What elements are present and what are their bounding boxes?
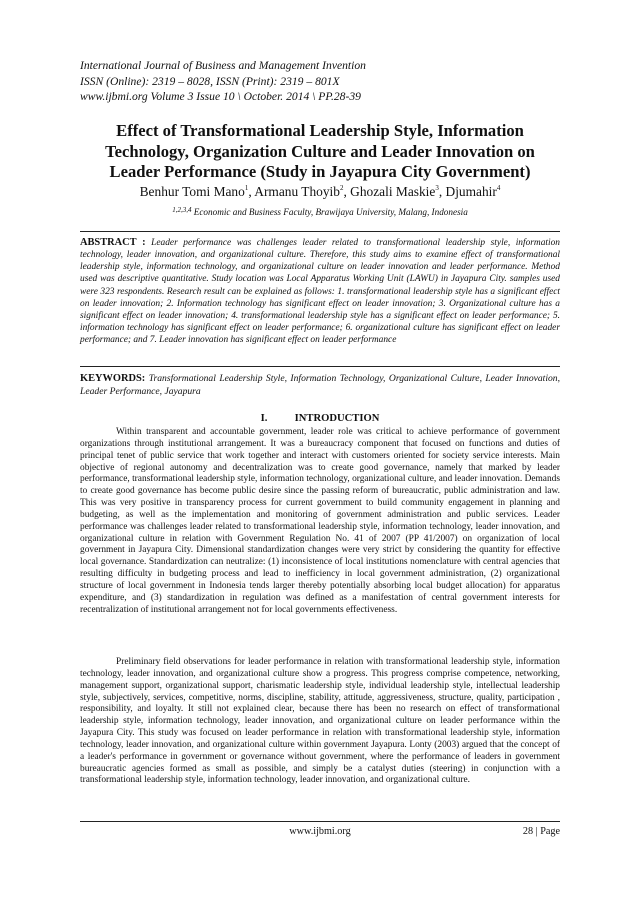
affiliation (80, 206, 560, 218)
author-affiliation-mark: 3 (435, 184, 439, 192)
keywords-label: KEYWORDS: (80, 373, 146, 384)
paragraph-text: Within transparent and accountable government, leader role was critical to achieve performance of government organizations through institutional arrangement. It was a bureaucracy component that focused on functions and duties of principal tenet of public service that work together and interact with customers oriented for society service interests. Main objective of regional autonomy and decentralization was to create good governance, namely that marked by leader performance, transformational leadership style, information technology, organizational culture, and leader innovation. Demands to create good governance has become public desire since the passing reform of bureaucratic, public administration and law. This was very positive in transparency process for current government to build community engagement in planning and budgeting, as well as the implementation and monitoring of government administration and public services. Leader performance was challenges leader related to transformational leadership style, information technology, leader innovation, and organizational culture in relation with Government Regulation No. 41 of 2007 (PP 41/2007) on organization of local government in Jayapura City. Dimensional standardization changes were very strict by considering the quantity for effective local governance. Standardization can neutralize: (1) inconsistence of local institutions nomenclature with central agencies that resulting difficulty in budgeting process and lead to inefficiency in local government administration, (2) organizational structure of local government in Indonesia tends larger thereby potentially absorbing local budget allocation) for apparatus expenditure, and (3) standardization in regulation was defined as a manifestation of central government interests for recentralization of institutional arrangement not for local governments effectiveness. (80, 427, 560, 615)
journal-header (80, 58, 560, 105)
abstract-label: ABSTRACT : (80, 237, 146, 248)
author-name: Armanu Thoyib (254, 184, 340, 199)
abstract-top-rule (80, 231, 560, 232)
author-list (80, 184, 560, 200)
abstract (80, 237, 560, 346)
affiliation-mark: 1,2,3,4 (172, 206, 192, 214)
author-separator: , (343, 184, 351, 199)
page-number: 28 | Page (522, 826, 560, 837)
abstract-bottom-rule (80, 366, 560, 367)
section-number: I. (260, 413, 268, 424)
journal-issn: ISSN (Online): 2319 – 8028, ISSN (Print): 2319 – 801X (80, 74, 340, 88)
footer-rule (80, 821, 560, 822)
paper-title: Effect of Transformational Leadership Style, Information Technology, Organization Culture and Leader Innovation on Leader Performance (Study in Jayapura City Government) (105, 121, 535, 181)
author-name: Benhur Tomi Mano (139, 184, 245, 199)
journal-volume: www.ijbmi.org Volume 3 Issue 10 \ October. 2014 \ PP.28-39 (80, 90, 361, 104)
author-name: Ghozali Maskie (350, 184, 436, 199)
author-affiliation-mark: 1 (244, 184, 249, 192)
author-separator: , (438, 184, 446, 199)
body-paragraph-2 (80, 657, 560, 787)
body-paragraph-1 (80, 427, 560, 617)
paragraph-text: Preliminary field observations for leader performance in relation with transformational leadership style, information technology, leader innovation, and organizational culture show a progress. This progress comprise competence, networking, management support, organizational support, charismatic leadership style, individual leadership style, intellectual leadership style, subjectively, services, competitive, norms, discipline, stability, attitude, aggressiveness, structure, quality, participation , responsibility, and loyalty. It still not explained clear, because there has been no research on effect of transformational leadership style, information technology, leader innovation, and organizational culture on leader performance within the Jayapura City. This study was focused on leader performance in relation with transformational leadership style, information technology, leader innovation, and organizational culture within government Jayapura. Lonty (2003) argued that the concept of a leader's performance in government or governance without government, where the performance of leaders in government bureaucratic agencies formed as small as possible, and simply be a catalyst duties (steering) in conjunction with a transformational leadership style, information technology, leader innovation, and organizational culture. (80, 657, 560, 786)
affiliation-text: Economic and Business Faculty, Brawijaya University, Malang, Indonesia (193, 207, 468, 217)
author-affiliation-mark: 2 (339, 184, 344, 192)
abstract-text: Leader performance was challenges leader related to transformational leadership style, information technology, leader innovation, and organizational culture. Therefore, this study aims to examine effect of transformational leadership style, information technology, and organizational culture on leader innovation and leader performance. Method used was descriptive quantitative. Study location was Local Apparatus Working Unit (LAWU) in Jayapura City. samples used were 323 respondents. Research result can be explained as follows: 1. transformational leadership style has a significant effect on leader innovation; 2. Information technology has significant effect on leader innovation; 3. Organizational culture has a significant effect on leader innovation; 4. transformational leadership style has a significant effect on leader performance; 5. information technology has significant effect on leader performance; 6. organizational culture has significant effect on leader performance; and 7. Leader innovation has significant effect on leader performance (80, 238, 560, 346)
keywords-text: Transformational Leadership Style, Information Technology, Organizational Culture, Leader Innovation, Leader Performance, Jayapura (80, 373, 560, 397)
author-separator: , (248, 184, 255, 199)
footer-site: www.ijbmi.org (289, 826, 351, 837)
section-title: INTRODUCTION (294, 413, 380, 424)
author-name: Djumahir (445, 184, 497, 199)
author-affiliation-mark: 4 (496, 184, 501, 192)
page-footer (80, 825, 560, 839)
journal-name: International Journal of Business and Management Invention (80, 59, 366, 72)
keywords (80, 373, 560, 398)
section-heading (80, 412, 560, 425)
